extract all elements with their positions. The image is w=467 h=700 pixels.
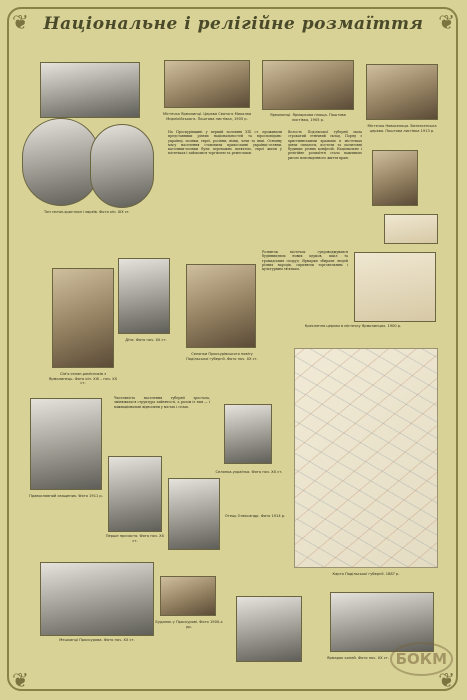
poster-title: Національне і релігійне розмаїття [43, 14, 424, 34]
corner-ornament-icon: ❦ [12, 668, 29, 692]
caption-town: Містечко Ярмолинці. Церква Святого Миколая Мирлікійського. Поштова листівка, 1905 р. [162, 112, 252, 121]
photo-church-postcard [164, 60, 250, 108]
caption-girls: Селянки Проскурівського повіту Подільської губернії. Фото поч. ХХ ст. [186, 352, 258, 361]
photo-woman [224, 404, 272, 464]
caption-portraits: Тип селян-християн і євреїв. Фото кін. ХІХ ст. [43, 210, 131, 214]
text-block-2: Волость Подільської губернії мала строкатий етнічний склад. Поряд з християнськими храмами в містечках діяли синагоги, костели та молитовні будинки різних конфесій. Національне і релігійне розмаїття стало важливою рисою повсякденного життя краю. [288, 130, 362, 160]
caption-church-right: Містечко Новоселиця. Вознесенська церква. Поштова листівка 1913 р. [367, 124, 437, 133]
photo-child-portrait [372, 150, 418, 206]
photo-group [40, 562, 154, 636]
caption-horses: Ярмарок коней. Фото поч. ХХ ст. [327, 656, 389, 660]
photo-family [52, 268, 114, 368]
caption-woman: Селянка-українка. Фото поч. ХХ ст. [215, 470, 283, 474]
museum-watermark: БОКМ [390, 642, 453, 676]
text-block-4: Чисельність населення губернії зростала, змінювалася структура зайнятості, а разом із тим — і міжнаціональні відносини у містах і селах. [114, 396, 210, 409]
document-letter [384, 214, 438, 244]
photo-building [160, 576, 216, 616]
photo-fair-square [262, 60, 354, 110]
photo-elder [168, 478, 220, 550]
caption-family: Сім'я селян-ремісників з Ярмолинець. Фото кін. ХІХ – поч. ХХ ст. [48, 372, 118, 386]
photo-river-town [40, 62, 140, 118]
text-block-1: На Проскурівщині у першій половині ХІХ ст. проживали представники різних національностей та віросповідань: українці, поляки, євреї, росіяни, німці, чехи та інші. Основну масу населення становили православні українці-селяни, католики-поляки були переважно шляхтою, євреї жили у містечках і займалися торгівлею та ремеслами. [168, 130, 282, 156]
caption-children: Діти. Фото поч. ХХ ст. [125, 338, 167, 342]
photo-portrait-right [90, 124, 154, 208]
photo-first-communion [108, 456, 162, 532]
corner-ornament-icon: ❦ [12, 10, 29, 34]
text-block-3: Розвиток містечок супроводжувався будівництвом нових церков, шкіл та громадських споруд. Ярмарки збирали людей різних народів, сприяючи торговельним і культурним зв'язкам. [262, 250, 348, 272]
caption-first-communion: Перше причастя. Фото поч. ХХ ст. [105, 534, 165, 543]
drawing-church-plan [354, 252, 436, 322]
photo-children [118, 258, 170, 334]
photo-portrait-left [22, 118, 100, 206]
caption-map: Карта Подільської губернії. 1887 р. [332, 572, 400, 576]
caption-priest: Православний священик. Фото 1911 р. [29, 494, 103, 498]
corner-ornament-icon: ❦ [438, 668, 455, 692]
corner-ornament-icon: ❦ [438, 10, 455, 34]
photo-girls [186, 264, 256, 348]
caption-plan: Креслення церкви в містечку Ярмолинцях. 1900 р. [304, 324, 402, 328]
caption-fair: Ярмолинці. Ярмаркова площа. Поштова листівка, 1905 р. [270, 113, 346, 122]
map-podillia [294, 348, 438, 568]
photo-horse-left [236, 596, 302, 662]
caption-elder: Отець Олександр. Фото 1914 р. [224, 514, 286, 518]
photo-church-right [366, 64, 438, 120]
caption-building: Будинок у Проскурові. Фото 1900-х рр. [155, 620, 223, 629]
photo-priest [30, 398, 102, 490]
caption-group: Мешканці Проскурова. Фото поч. ХХ ст. [59, 638, 135, 642]
